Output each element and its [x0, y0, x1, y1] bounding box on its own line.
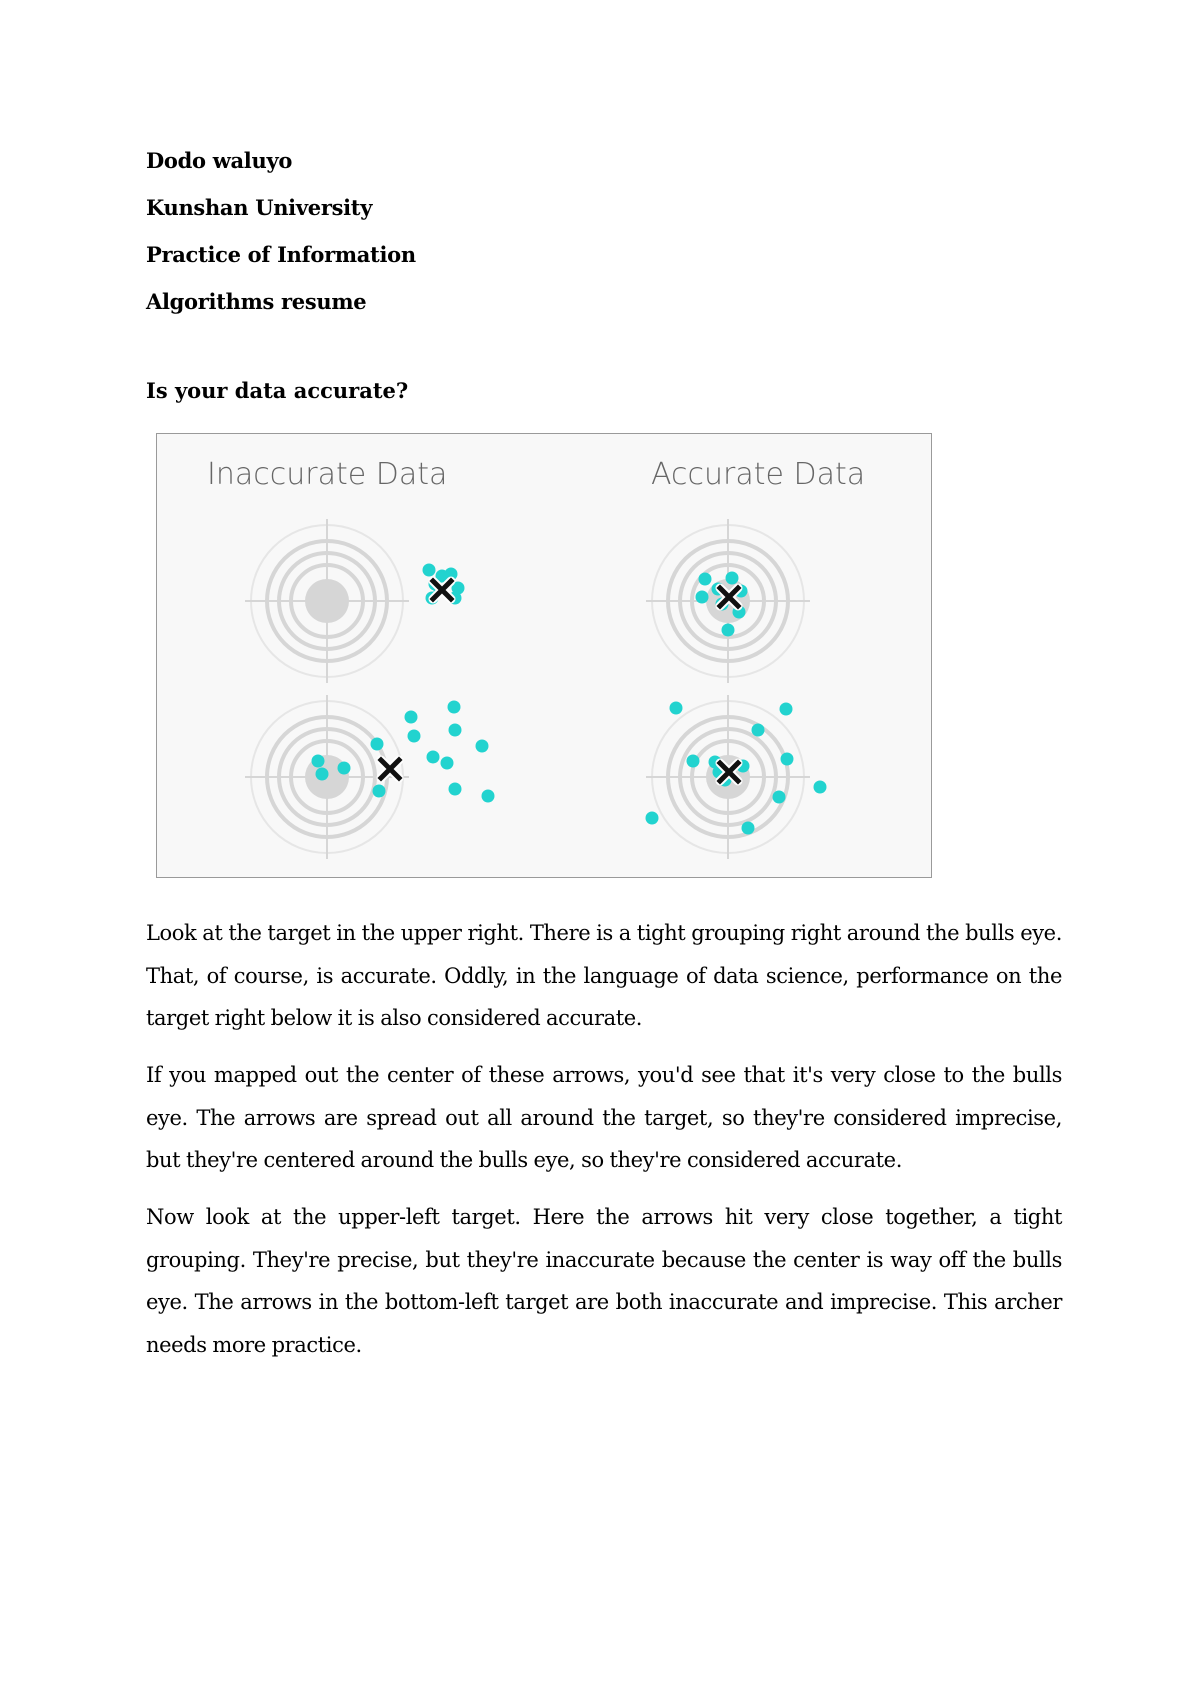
- x-marker-upper-right-icon: [720, 588, 738, 606]
- university-name: Kunshan University: [146, 195, 373, 220]
- course-name: Practice of Information: [146, 242, 416, 267]
- arrow-hit-dot: [752, 724, 765, 737]
- accuracy-figure: [156, 433, 932, 878]
- arrow-hit-dot: [646, 812, 659, 825]
- paragraph-2: If you mapped out the center of these arrows, you'd see that it's very close to the bulls eye. The arrows are spread out all around the target, so they're considered imprecise, but they're centered around the bulls eye, so they're considered accurate.: [146, 1063, 1062, 1172]
- accurate-data-title: Accurate Data: [651, 457, 866, 492]
- arrow-hit-dot: [482, 790, 495, 803]
- arrow-hit-dot: [742, 822, 755, 835]
- arrow-hit-dot: [781, 753, 794, 766]
- arrow-hit-dot: [405, 711, 418, 724]
- arrow-hit-dot: [814, 781, 827, 794]
- arrow-hit-dot: [687, 755, 700, 768]
- arrow-hit-dot: [773, 791, 786, 804]
- x-marker-upper-left-icon: [433, 581, 451, 599]
- arrow-hit-dot: [722, 624, 735, 637]
- section-heading: Is your data accurate?: [146, 378, 409, 403]
- arrow-hit-dot: [476, 740, 489, 753]
- arrow-hit-dot: [316, 768, 329, 781]
- arrow-hit-dot: [423, 564, 436, 577]
- accuracy-diagram: [157, 434, 930, 876]
- x-marker-lower-left-icon: [381, 760, 399, 778]
- arrow-hit-dot: [449, 724, 462, 737]
- arrow-hit-dot: [373, 785, 386, 798]
- document-title: Algorithms resume: [146, 289, 367, 314]
- arrow-hit-dot: [441, 757, 454, 770]
- x-marker-lower-right-icon: [720, 763, 738, 781]
- arrow-hit-dot: [699, 573, 712, 586]
- targets-group: [245, 519, 810, 859]
- arrow-hit-dot: [448, 701, 461, 714]
- paragraph-3: Now look at the upper-left target. Here the arrows hit very close together, a tight grouping. They're precise, but they're inaccurate because the center is way off the bulls eye. The arrows in the bottom-left target are both inaccurate and imprecise. This archer needs more practice.: [146, 1205, 1062, 1357]
- arrow-hit-dot: [780, 703, 793, 716]
- arrow-hit-dot: [312, 755, 325, 768]
- arrow-hit-dot: [371, 738, 384, 751]
- author-name: Dodo waluyo: [146, 148, 293, 173]
- paragraph-1: Look at the target in the upper right. There is a tight grouping right around the bulls eye. That, of course, is accurate. Oddly, in the language of data science, performance on the target right below it is also considered accurate.: [146, 921, 1062, 1030]
- arrow-hit-dot: [726, 572, 739, 585]
- arrow-hit-dot: [427, 751, 440, 764]
- arrow-hit-dot: [408, 730, 421, 743]
- arrow-hit-dot: [449, 783, 462, 796]
- target-upper-left-icon: [245, 519, 409, 683]
- arrow-hit-dot: [696, 591, 709, 604]
- arrow-hit-dot: [338, 762, 351, 775]
- arrow-hit-dot: [670, 702, 683, 715]
- inaccurate-data-title: Inaccurate Data: [207, 457, 448, 492]
